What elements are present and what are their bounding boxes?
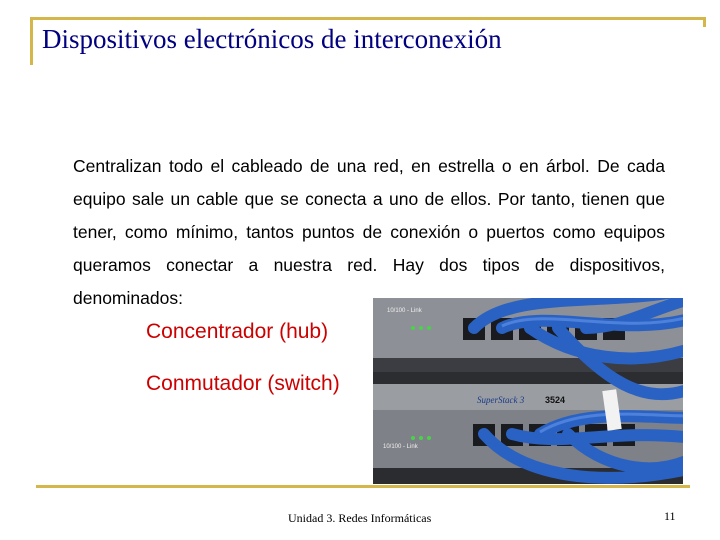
title-frame-top-line [30,17,706,20]
bullet-switch: Conmutador (switch) [146,372,340,395]
footer-line [36,485,690,488]
photo-label-bottom: 10/100 - Link [383,444,418,450]
photo-brand: SuperStack 3 [477,395,525,405]
title-frame-right-tick [703,17,706,27]
photo-label-top: 10/100 - Link [387,308,422,314]
title-frame-left-line [30,17,33,65]
footer-text: Unidad 3. Redes Informáticas [288,511,432,525]
slide-title: Dispositivos electrónicos de interconexión [42,24,502,54]
bullet-hub: Concentrador (hub) [146,320,329,343]
photo-model: 3524 [545,395,566,405]
page-number: 11 [664,509,676,523]
body-paragraph: Centralizan todo el cableado de una red, en estrella o en árbol. De cada equipo sale un cable que se conecta a uno de ellos. Por tanto, tienen que tener, como mínimo, tantos puntos de conexión o puertos como equipos queramos conectar a nuestra red. Hay dos tipos de dispositivos, denominados: [73,156,665,308]
network-switch-photo [373,298,683,484]
